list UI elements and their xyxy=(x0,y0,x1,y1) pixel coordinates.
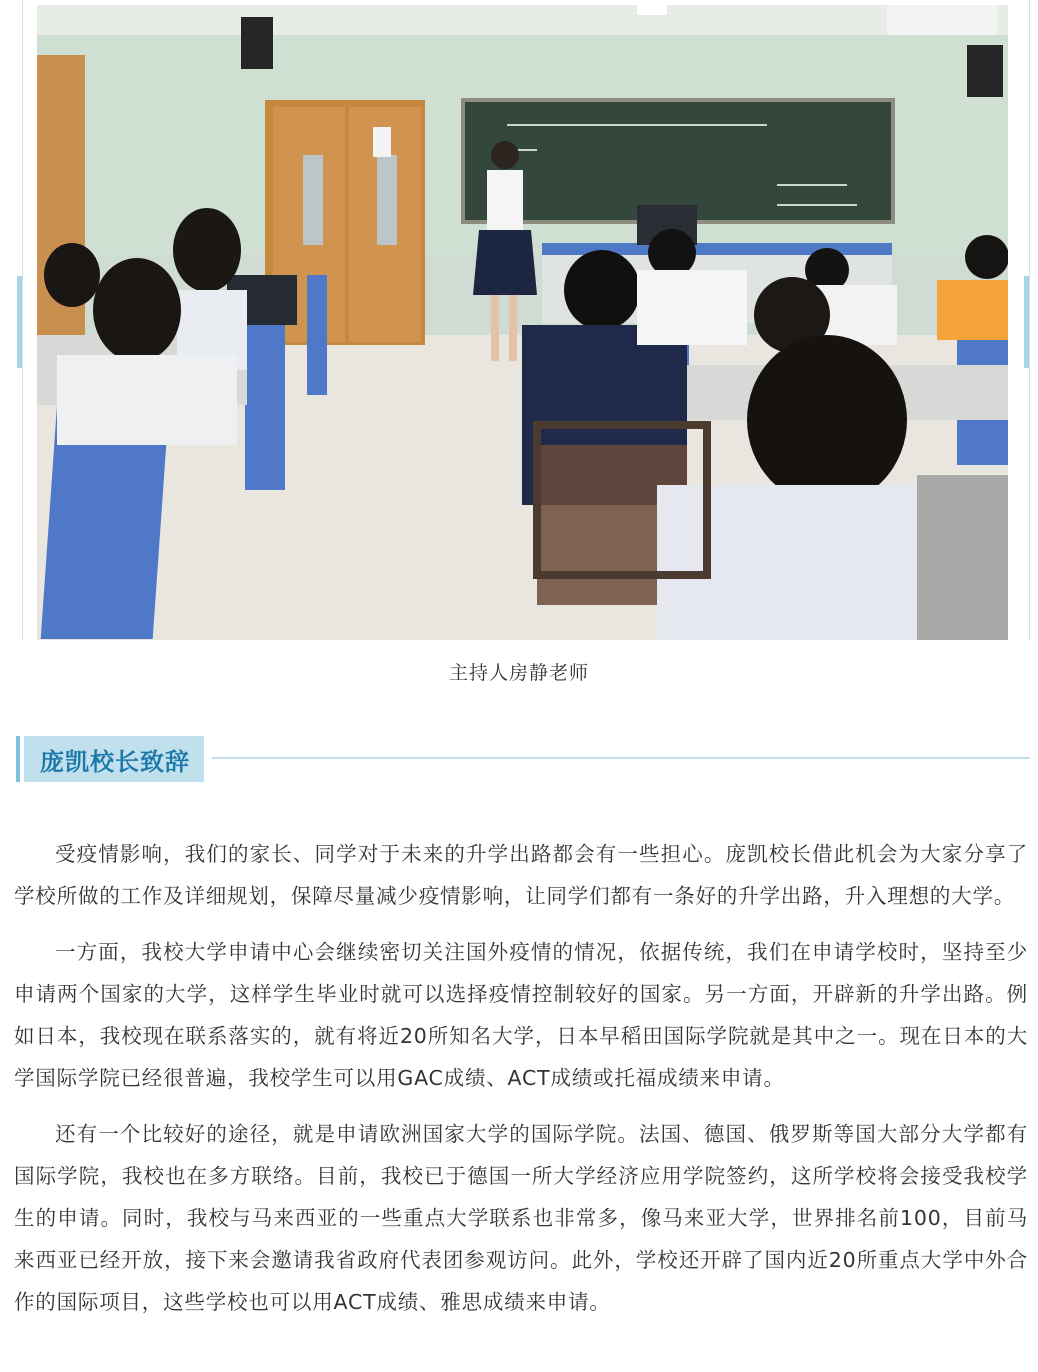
heading-rule xyxy=(212,757,1030,759)
paragraph-2: 一方面，我校大学申请中心会继续密切关注国外疫情的情况，依据传统，我们在申请学校时，坚持至少申请两个国家的大学，这样学生毕业时就可以选择疫情控制较好的国家。另一方面，开辟新的升学出路。例如日本，我校现在联系落实的，就有将近20所知名大学，日本早稻田国际学院就是其中之一。现在日本的大学国际学院已经很普遍，我校学生可以用GAC成绩、ACT成绩或托福成绩来申请。 xyxy=(14,940,1028,1090)
heading-accent-bar xyxy=(16,736,20,782)
classroom-photo xyxy=(37,5,1008,640)
paragraph-3: 还有一个比较好的途径，就是申请欧洲国家大学的国际学院。法国、德国、俄罗斯等国大部分大学都有国际学院，我校也在多方联络。目前，我校已于德国一所大学经济应用学院签约，这所学校将会接受我校学生的申请。同时，我校与马来西亚的一些重点大学联系也非常多，像马来亚大学，世界排名前100，目前马来西亚已经开放，接下来会邀请我省政府代表团参观访问。此外，学校还开辟了国内近20所重点大学中外合作的国际项目，这些学校也可以用ACT成绩、雅思成绩来申请。 xyxy=(14,1122,1028,1314)
photo-caption: 主持人房静老师 xyxy=(448,662,589,684)
frame-accent-right xyxy=(1024,276,1029,368)
section-title: 庞凯校长致辞 xyxy=(40,747,190,776)
article-body xyxy=(14,833,1028,1337)
frame-accent-left xyxy=(17,276,22,368)
paragraph-1: 受疫情影响，我们的家长、同学对于未来的升学出路都会有一些担心。庞凯校长借此机会为大家分享了学校所做的工作及详细规划，保障尽量减少疫情影响，让同学们都有一条好的升学出路，升入理想的大学。 xyxy=(14,842,1028,908)
section-heading xyxy=(16,736,1030,782)
heading-box xyxy=(24,736,204,782)
